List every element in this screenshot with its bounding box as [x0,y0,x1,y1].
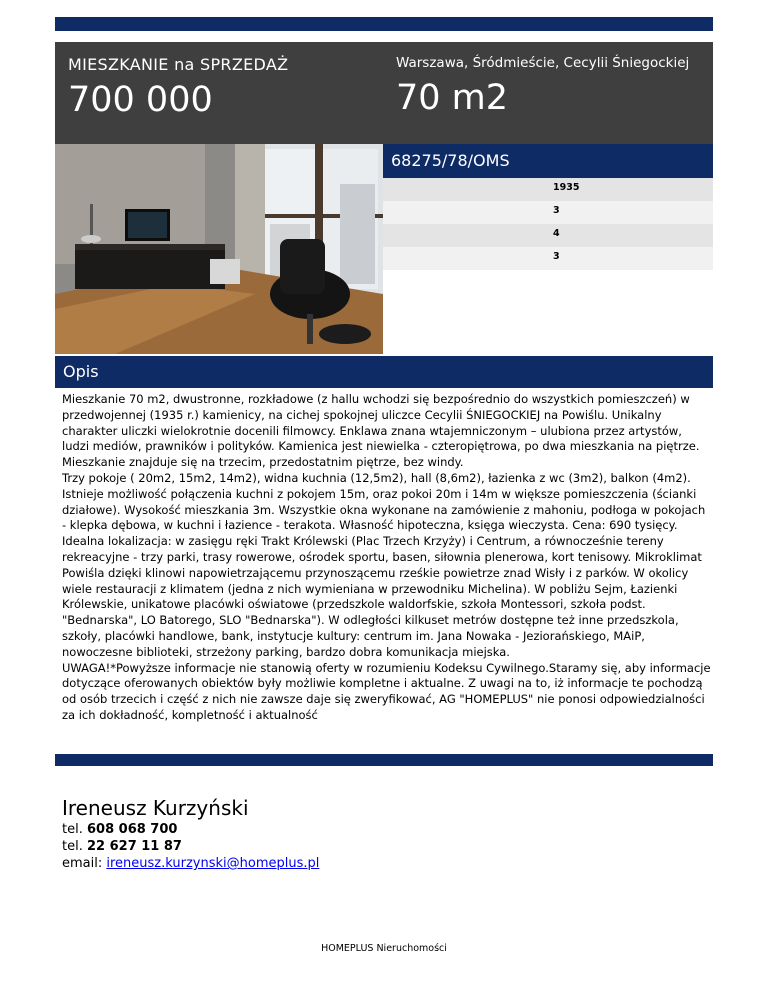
detail-row: 1935 [383,178,713,201]
header-right [396,54,696,120]
phone-number-1[interactable]: 608 068 700 [86,822,178,837]
phone-label: tel. [62,839,83,854]
listing-id-bar [383,144,713,178]
listing-id: 68275/78/OMS [391,151,510,170]
property-location: Warszawa, Śródmieście, Cecylii Śniegockiej [396,55,690,71]
email-link[interactable]: ireneusz.kurzynski@homeplus.pl [106,856,320,871]
property-type: MIESZKANIE na SPRZEDAŻ [68,55,289,74]
agent-email [62,855,562,872]
footer-text: HOMEPLUS Nieruchomości [321,943,447,954]
description-paragraph: Mieszkanie 70 m2, dwustronne, rozkładowe (z hallu wchodzi się bezpośrednio do wszystkich pomieszczeń) w przedwojennej (1935 r.) kamienicy, na cichej spokojnej uliczce Cecylii ŚNIEGOCKIEJ na Powiślu. Unikalny charakter uliczki wielokrotnie docenili filmowcy. Enklawa znana wtajemniczonym – ulubiona przez artystów, ludzi mediów, prawników i polityków. Kamienica jest niewielka - czteropiętrowa, po dwa mieszkania na piętrze. Mieszkanie znajduje się na trzecim, przedostatnim piętrze, bez windy. [62,392,700,470]
details-table [383,178,713,270]
header-left [68,54,368,122]
agent-name: Ireneusz Kurzyński [62,796,249,820]
detail-row: 3 [383,201,713,224]
description-heading: Opis [63,362,99,381]
listing-header [55,42,713,144]
apartment-photo [55,144,383,354]
top-banner-bar [55,17,713,31]
property-area: 70 m2 [396,78,509,118]
detail-row: 3 [383,247,713,270]
disclaimer-paragraph: UWAGA!*Powyższe informacje nie stanowią oferty w rozumieniu Kodeksu Cywilnego.Staramy się, aby informacje dotyczące oferowanych obiektów były możliwie kompletne i aktualne. Z uwagi na to, iż informacje te pochodzą od osób trzecich i część z nich nie zawsze daje się zweryfikować, AG "HOMEPLUS" nie ponosi odpowiedzialności za ich dokładność, kompletność i aktualność [62,660,711,722]
description-text [62,392,712,724]
agent-phone-1 [62,821,562,838]
agent-contact [62,795,562,872]
phone-label: tel. [62,822,83,837]
detail-row: 4 [383,224,713,247]
description-heading-bar [55,356,713,388]
description-paragraph: Trzy pokoje ( 20m2, 15m2, 14m2), widna kuchnia (12,5m2), hall (8,6m2), łazienka z wc (3m2), balkon (4m2). Istnieje możliwość połączenia kuchni z pokojem 15m, oraz pokoi 20m i 14m w większe pomieszczenia (ścianki działowe). Wysokość mieszkania 3m. Wszystkie okna wykonane na zamówienie z mahoniu, podłoga w pokojach - klepka dębowa, w kuchni i łazience - terakota. Własność hipoteczna, księga wieczysta. Cena: 690 tysięcy. Idealna lokalizacja: w zasięgu ręki Trakt Królewski (Plac Trzech Krzyży) i Centrum, a równocześnie tereny rekreacyjne - trzy parki, trasy rowerowe, ośrodek sportu, basen, siłownia plenerowa, kort tenisowy. Mikroklimat Powiśla dzięki klinowi napowietrzającemu przynoszącemu rześkie powietrze znad Wisły i z parków. W okolicy wiele restauracji z klimatem (jedna z nich wymieniana w przewodniku Michelina). W pobliżu Sejm, Łazienki Królewskie, unikatowe placówki oświatowe (przedszkole waldorfskie, szkoła Montessori, szkoła podst. "Bednarska", LO Batorego, SLO "Bednarska"). W odległości kilkuset metrów dostępne też inne przedszkola, szkoły, placówki handlowe, bank, instytucje kultury: centrum im. Jana Nowaka - Jeziorańskiego, MAiP, nowoczesne biblioteki, strzeżony parking, bardzo dobra komunikacja miejska. [62,470,706,659]
phone-number-2[interactable]: 22 627 11 87 [86,839,182,854]
agent-phone-2 [62,838,562,855]
email-label: email: [62,856,103,871]
property-price: 700 000 [68,80,213,120]
bottom-banner-bar [55,754,713,766]
